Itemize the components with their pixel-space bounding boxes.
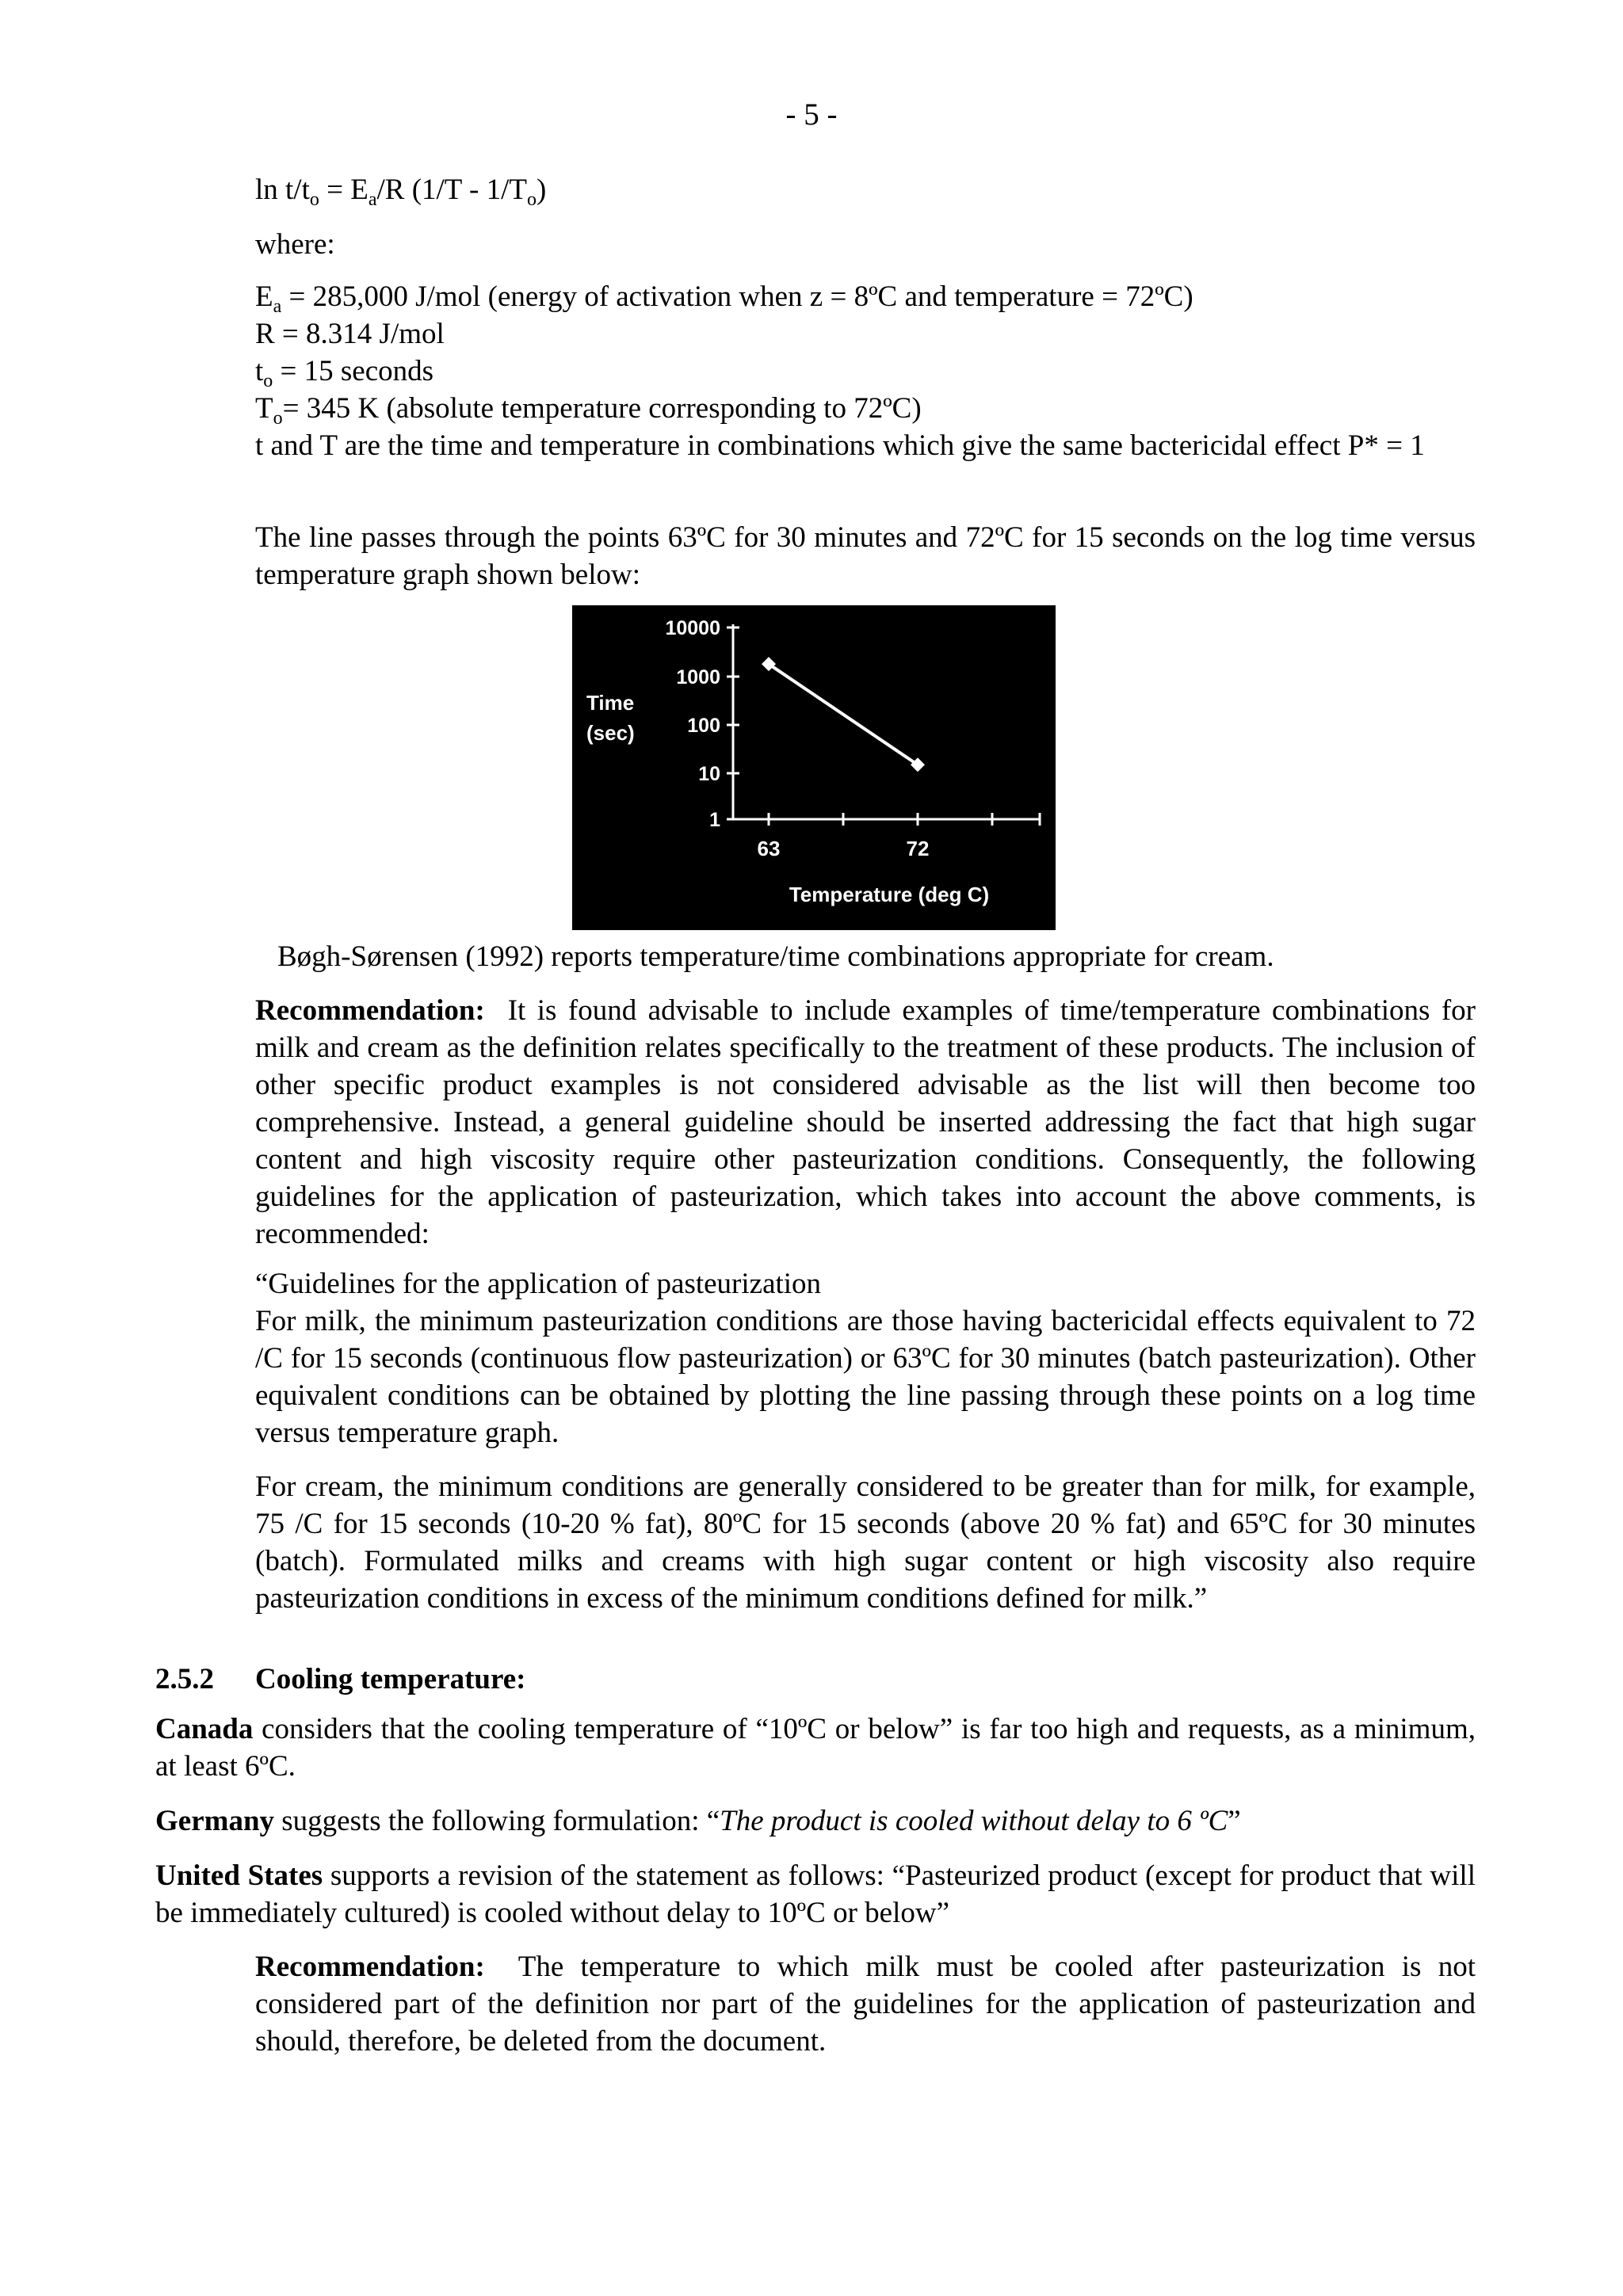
- y-tick-label: 10: [698, 763, 720, 785]
- formula: $\ln t/t_o = E_a/R$ $(1/T - 1/T_o)$: [255, 174, 547, 210]
- def-To: $T_o= 345$ K (absolute temperature corresponding to 72ºC): [255, 392, 922, 429]
- section-title: Cooling temperature:: [255, 1663, 526, 1695]
- log-time-temperature-chart: [572, 605, 1056, 930]
- bogh-sorensen-paragraph: Bøgh-Sørensen (1992) reports temperature/time combinations appropriate for cream.: [277, 940, 1274, 973]
- x-tick-label: 63: [757, 837, 781, 860]
- chart-svg: [572, 605, 1056, 930]
- section-number: 2.5.2: [155, 1663, 214, 1695]
- germany-paragraph: Germany suggests the following formulation: “The product is cooled without delay to 6 ºC”: [155, 1805, 1241, 1837]
- x-tick-label: 72: [906, 837, 930, 860]
- guidelines-milk: For milk, the minimum pasteurization conditions are those having bactericidal effects equivalent to 72 /C for 15 seconds (continuous flow pasteurization) or 63ºC for 30 minutes (batch pasteurization). Other equivalent conditions can be obtained by plotting the line passing through these points on a log time versus temperature graph.: [255, 1305, 1476, 1449]
- guidelines-block: [255, 1265, 1476, 1617]
- y-tick-label: 100: [687, 715, 720, 737]
- recommendation-label: Recommendation:: [255, 1951, 485, 1983]
- recommendation-1: Recommendation: It is found advisable to include examples of time/temperature combinations for milk and cream as the definition relates specifically to the treatment of these products. The inclusion of other specific product examples is not considered advisable as the list will then become too comprehensive. Instead, a general guideline should be inserted addressing the fact that high sugar content and high viscosity require other pasteurization conditions. Consequently, the following guidelines for the application of pasteurization, which takes into account the above comments, is recommended:: [255, 994, 1476, 1250]
- page-number: - 5 -: [785, 97, 838, 132]
- guidelines-title: “Guidelines for the application of pasteurization: [255, 1268, 822, 1300]
- x-axis-title: Temperature (deg C): [789, 883, 990, 906]
- series-line: [769, 664, 918, 765]
- line-passes-paragraph: The line passes through the points 63ºC for 30 minutes and 72ºC for 15 seconds on the log time versus temperature graph shown below:: [255, 521, 1476, 591]
- def-t-and-T: t and T are the time and temperature in combinations which give the same bactericidal effect P* = 1: [255, 429, 1425, 462]
- canada-paragraph: Canada considers that the cooling temperature of “10ºC or below” is far too high and requests, as a minimum, at least 6ºC.: [155, 1713, 1476, 1783]
- y-axis-title: (sec): [586, 721, 635, 745]
- def-to: $t_o = 15$ seconds: [255, 355, 434, 391]
- y-tick-label: 1: [709, 809, 720, 831]
- def-r: R = 8.314 J/mol: [255, 318, 445, 350]
- y-axis-title: Time: [586, 691, 635, 715]
- recommendation-label: Recommendation:: [255, 994, 485, 1027]
- recommendation-2: Recommendation: The temperature to which milk must be cooled after pasteurization is not considered part of the definition nor part of the guidelines for the application of pasteurization and should, therefore, be deleted from the document.: [255, 1951, 1476, 2058]
- guidelines-cream: For cream, the minimum conditions are generally considered to be greater than for milk, for example, 75 /C for 15 seconds (10-20 % fat), 80ºC for 15 seconds (above 20 % fat) and 65ºC for 30 minutes (batch). Formulated milks and creams with high sugar content or high viscosity also require pasteurization conditions in excess of the minimum conditions defined for milk.”: [255, 1470, 1476, 1615]
- definitions-block: [255, 278, 1476, 464]
- where-label: where:: [255, 228, 335, 261]
- y-tick-label: 10000: [665, 617, 720, 639]
- united-states-paragraph: United States supports a revision of the statement as follows: “Pasteurized product (except for product that will be immediately cultured) is cooled without delay to 10ºC or below”: [155, 1859, 1476, 1929]
- section-heading: [155, 1662, 526, 1696]
- def-ea: $E_a = 285,000$ J/mol (energy of activation when z = 8ºC and temperature = 72ºC): [255, 280, 1193, 317]
- y-tick-label: 1000: [676, 666, 720, 688]
